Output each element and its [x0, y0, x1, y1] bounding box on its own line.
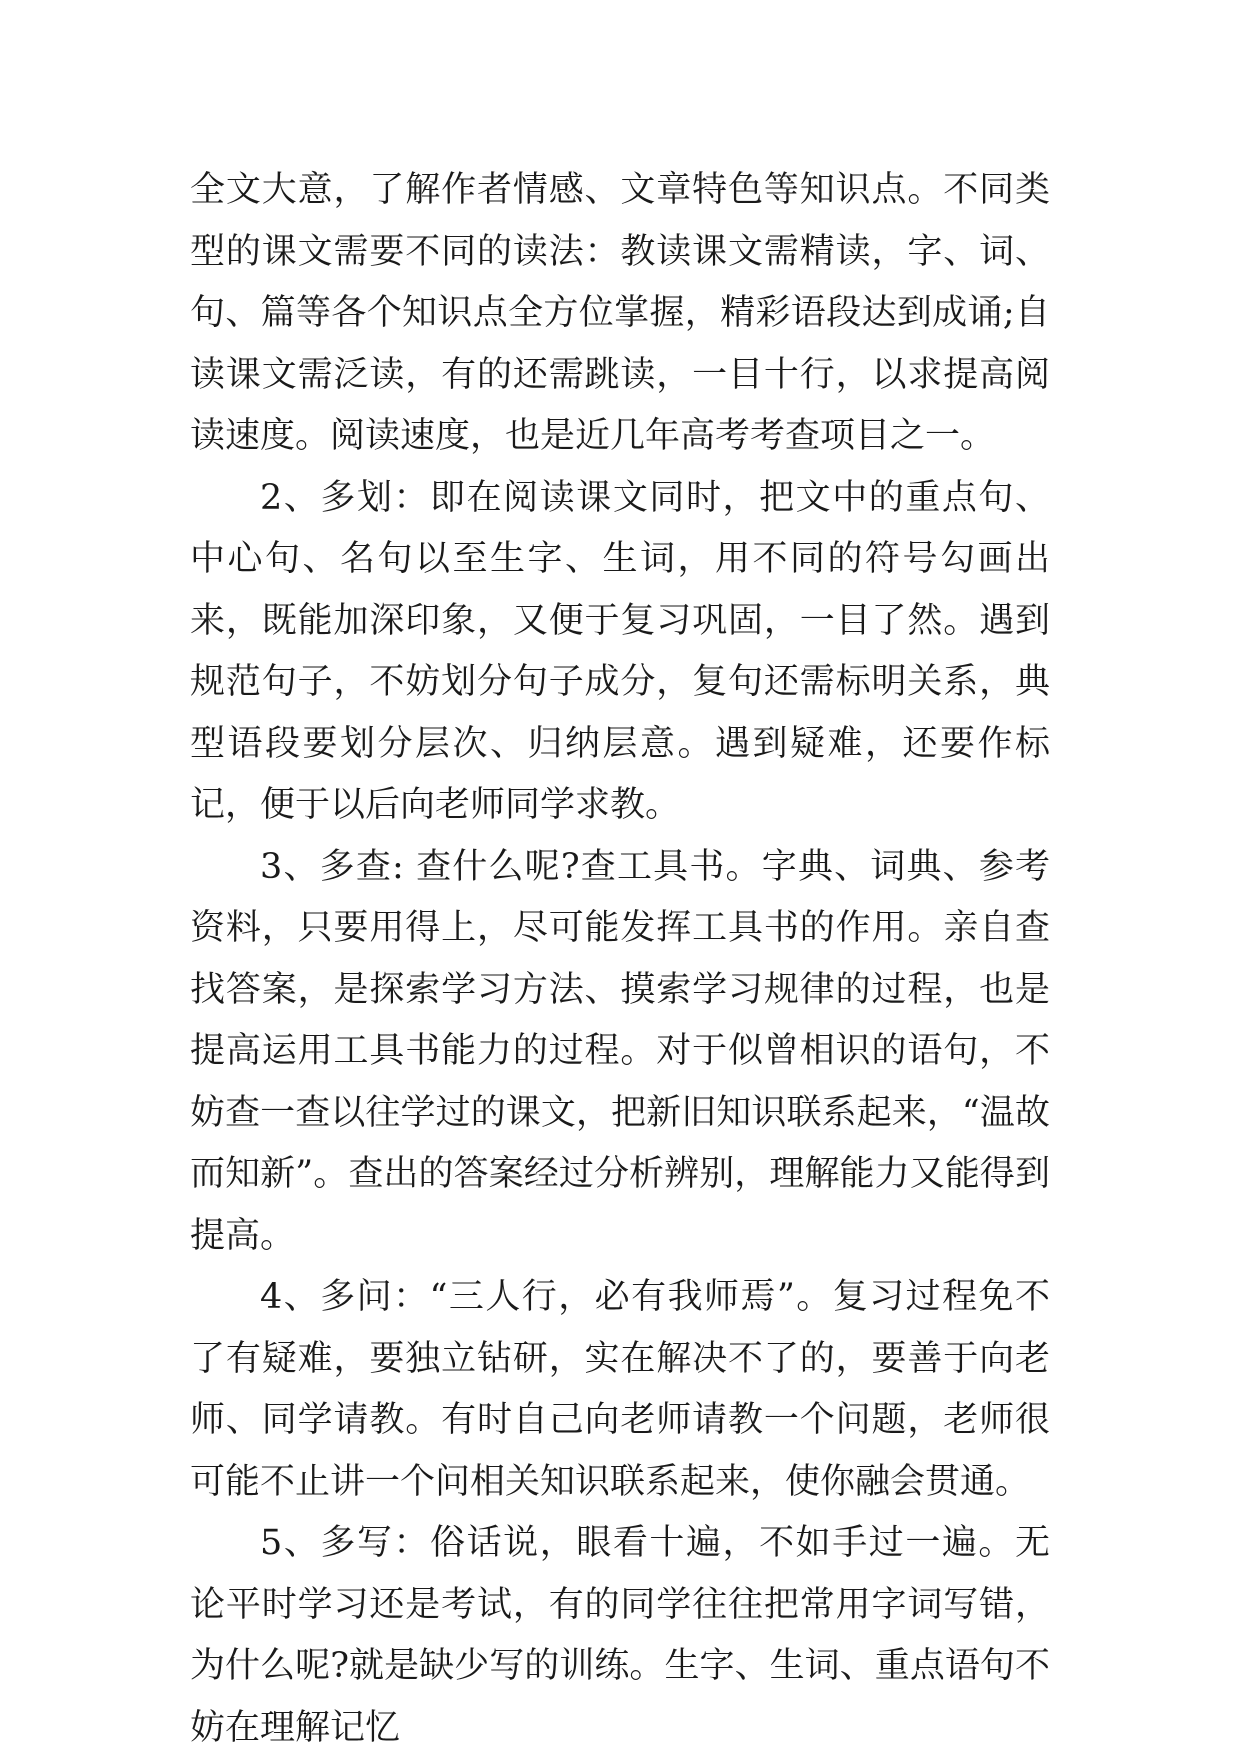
body-text — [190, 160, 1050, 1759]
paragraph-duo-cha: 3、多查: 查什么呢?查工具书。字典、词典、参考资料，只要用得上，尽可能发挥工具书的作用。亲自查找答案，是探索学习方法、摸索学习规律的过程，也是提高运用工具书能力的过程。对于似曾相识的语句，不妨查一查以往学过的课文，把新旧知识联系起来，“温故而知新”。查出的答案经过分析辨别，理解能力又能得到提高。 — [190, 846, 1050, 1256]
paragraph-duo-hua: 2、多划：即在阅读课文同时，把文中的重点句、中心句、名句以至生字、生词，用不同的符号勾画出来，既能加深印象，又便于复习巩固，一目了然。遇到规范句子，不妨划分句子成分，复句还需标明关系，典型语段要划分层次、归纳层意。遇到疑难，还要作标记，便于以后向老师同学求教。 — [190, 477, 1050, 825]
paragraph-duo-xie: 5、多写：俗话说，眼看十遍，不如手过一遍。无论平时学习还是考试，有的同学往往把常用字词写错，为什么呢?就是缺少写的训练。生字、生词、重点语句不妨在理解记忆 — [190, 1523, 1050, 1748]
paragraph-duo-wen: 4、多问：“三人行，必有我师焉”。复习过程免不了有疑难，要独立钻研，实在解决不了的，要善于向老师、同学请教。有时自己向老师请教一个问题，老师很可能不止讲一个问相关知识联系起来，使你融会贯通。 — [190, 1277, 1050, 1502]
paragraph-continuation: 全文大意，了解作者情感、文章特色等知识点。不同类型的课文需要不同的读法：教读课文需精读，字、词、句、篇等各个知识点全方位掌握，精彩语段达到成诵;自读课文需泛读，有的还需跳读，一目十行，以求提高阅读速度。阅读速度，也是近几年高考考查项目之一。 — [190, 170, 1050, 456]
